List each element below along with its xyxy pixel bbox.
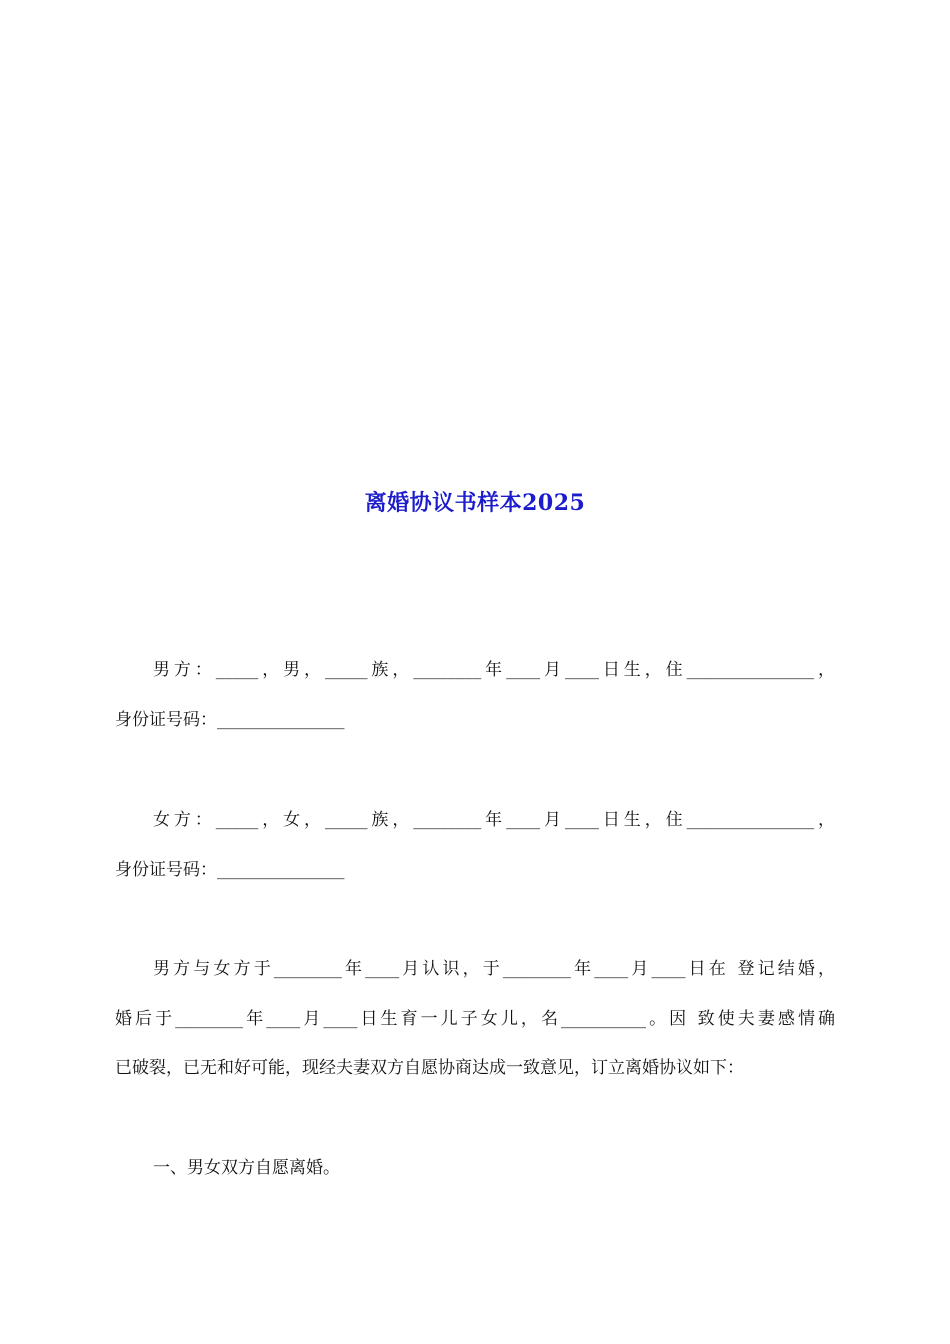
marriage-paragraph-line-3: 已破裂，已无和好可能，现经夫妻双方自愿协商达成一致意见，订立离婚协议如下： xyxy=(115,1058,744,1078)
document-title: 离婚协议书样本2025 xyxy=(364,490,586,516)
female-id-number-line: 身份证号码：_______________ xyxy=(115,860,345,880)
marriage-paragraph-line-2: 婚后于________年____月____日生育一儿子女儿，名__________。因 致使夫妻感情确 xyxy=(115,1009,835,1029)
male-party-line: 男方：_____，男，_____族，________年____月____日生，住_______________， xyxy=(153,660,835,680)
female-party-line: 女方：_____，女，_____族，________年____月____日生，住_______________， xyxy=(153,810,835,830)
male-id-number-line: 身份证号码：_______________ xyxy=(115,710,345,730)
marriage-paragraph-line-1: 男方与女方于________年____月认识，于________年____月____日在 登记结婚， xyxy=(153,959,835,979)
clause-one: 一、男女双方自愿离婚。 xyxy=(153,1158,340,1178)
